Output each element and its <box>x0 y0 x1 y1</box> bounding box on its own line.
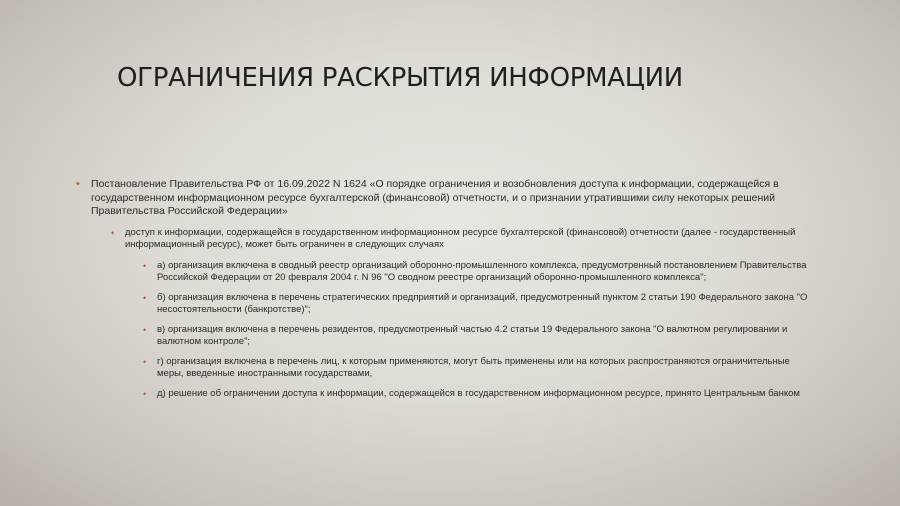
case-a-text: а) организация включена в сводный реестр организаций оборонно-промышленного комплекса, предусмотренный постановлением Правительства Российской Федерации от 20 февраля 2004 г. N 96 "О сводном реестре организаций оборонно-промышленного комплекса"; <box>157 259 807 283</box>
case-c-text: в) организация включена в перечень резидентов, предусмотренный частью 4.2 статьи 19 Федерального закона "О валютном регулировании и валютном контроле"; <box>157 323 788 347</box>
slide-title: ОГРАНИЧЕНИЯ РАСКРЫТИЯ ИНФОРМАЦИИ <box>117 63 683 93</box>
list-item-decree <box>76 178 816 219</box>
slide-content <box>76 178 816 407</box>
list-item-case-d <box>76 356 816 381</box>
case-b-text: б) организация включена в перечень стратегических предприятий и организаций, предусмотренный пунктом 2 статьи 190 Федерального закона "О несостоятельности (банкротстве)"; <box>157 291 808 315</box>
bullet-icon: • <box>143 388 147 399</box>
bullet-icon: • <box>111 227 115 238</box>
bullet-list-level-2 <box>76 227 816 252</box>
bullet-icon: • <box>76 178 80 190</box>
bullet-icon: • <box>143 260 147 271</box>
list-item-case-c <box>76 324 816 349</box>
list-item-case-e <box>76 388 816 401</box>
bullet-list-level-1 <box>76 178 816 219</box>
bullet-list-level-3 <box>76 260 816 401</box>
list-item-case-b <box>76 292 816 317</box>
access-restriction-text: доступ к информации, содержащейся в государственном информационном ресурсе бухгалтерской (финансовой) отчетности (далее - государственный информационный ресурс), может быть ограничен в следующих случаях <box>125 226 796 250</box>
bullet-icon: • <box>143 356 147 367</box>
bullet-icon: • <box>143 324 147 335</box>
case-d-text: г) организация включена в перечень лиц, к которым применяются, могут быть применены или на которых распространяются ограничительные меры, введенные иностранными государствами, <box>157 355 790 379</box>
bullet-icon: • <box>143 292 147 303</box>
decree-text: Постановление Правительства РФ от 16.09.2022 N 1624 «О порядке ограничения и возобновления доступа к информации, содержащейся в государственном информационном ресурсе бухгалтерской (финансовой) отчетности, и о признании утратившими силу некоторых решений Правительства Российской Федерации» <box>91 178 779 217</box>
list-item-case-a <box>76 260 816 285</box>
case-e-text: д) решение об ограничении доступа к информации, содержащейся в государственном информационном ресурсе, принято Центральным банком <box>157 387 800 399</box>
list-item-access-restriction <box>76 227 816 252</box>
